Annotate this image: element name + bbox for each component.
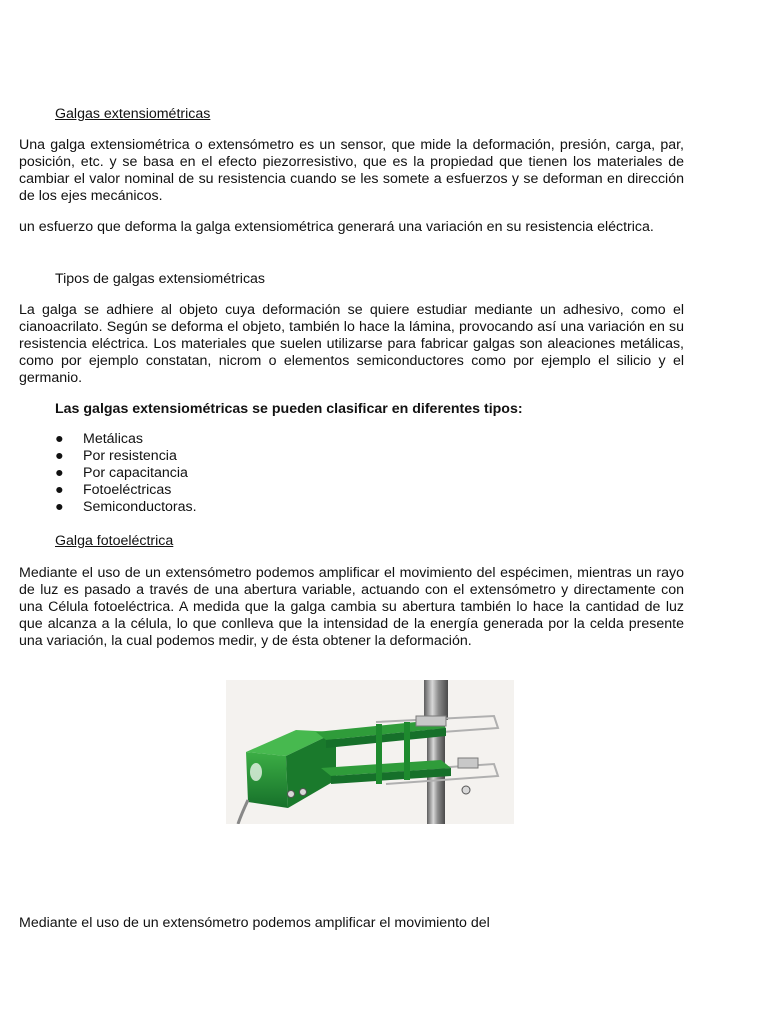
paragraph-truncated: Mediante el uso de un extensómetro podemos amplificar el movimiento del bbox=[19, 915, 490, 931]
bullet-icon: ● bbox=[55, 482, 64, 498]
list-item: ● Fotoeléctricas bbox=[55, 482, 172, 498]
bullet-icon: ● bbox=[55, 465, 64, 481]
extensometer-photo bbox=[226, 680, 514, 824]
heading-tipos-de-galgas: Tipos de galgas extensiométricas bbox=[55, 271, 266, 287]
bullet-icon: ● bbox=[55, 499, 64, 515]
heading-galga-fotoelectrica: Galga fotoeléctrica bbox=[55, 533, 174, 549]
paragraph-photoelectric: Mediante el uso de un extensómetro podemos amplificar el movimiento del espécimen, mientras un rayo de luz es pasado a través de una abertura variable, actuando con el extensómetro y directamente con una Célula fotoeléctrica. A medida que la galga cambia su abertura también lo hace la cantidad de luz que alcanza a la célula, lo que conlleva que la intensidad de la energía generada por la celda presente una variación, la cual podemos medir, y de ésta obtener la deformación. bbox=[19, 565, 684, 649]
types-list bbox=[55, 431, 197, 516]
paragraph-adhesion: La galga se adhiere al objeto cuya deformación se quiere estudiar mediante un adhesivo, como el cianoacrilato. Según se deforma el objeto, también lo hace la lámina, provocando así una variación en su resistencia eléctrica. Los materiales que suelen utilizarse para fabricar galgas son aleaciones metálicas, como por ejemplo constatan, nicrom o elementos semiconductores como por ejemplo el silicio y el germanio. bbox=[19, 302, 684, 386]
list-item: ● Por capacitancia bbox=[55, 465, 188, 481]
list-item: ● Metálicas bbox=[55, 431, 143, 447]
list-item: ● Por resistencia bbox=[55, 448, 177, 464]
heading-galgas-extensiometricas: Galgas extensiométricas bbox=[55, 106, 211, 122]
classification-intro: Las galgas extensiométricas se pueden clasificar en diferentes tipos: bbox=[55, 401, 523, 417]
bullet-icon: ● bbox=[55, 448, 64, 464]
bullet-icon: ● bbox=[55, 431, 64, 447]
paragraph-stress-effect: un esfuerzo que deforma la galga extensiométrica generará una variación en su resistencia eléctrica. bbox=[19, 219, 654, 235]
paragraph-definition: Una galga extensiométrica o extensómetro es un sensor, que mide la deformación, presión, carga, par, posición, etc. y se basa en el efecto piezorresistivo, que es la propiedad que tienen los materiales de cambiar el valor nominal de su resistencia cuando se les somete a esfuerzos y se deforman en dirección de los ejes mecánicos. bbox=[19, 137, 684, 204]
list-item: ● Semiconductoras. bbox=[55, 499, 197, 515]
